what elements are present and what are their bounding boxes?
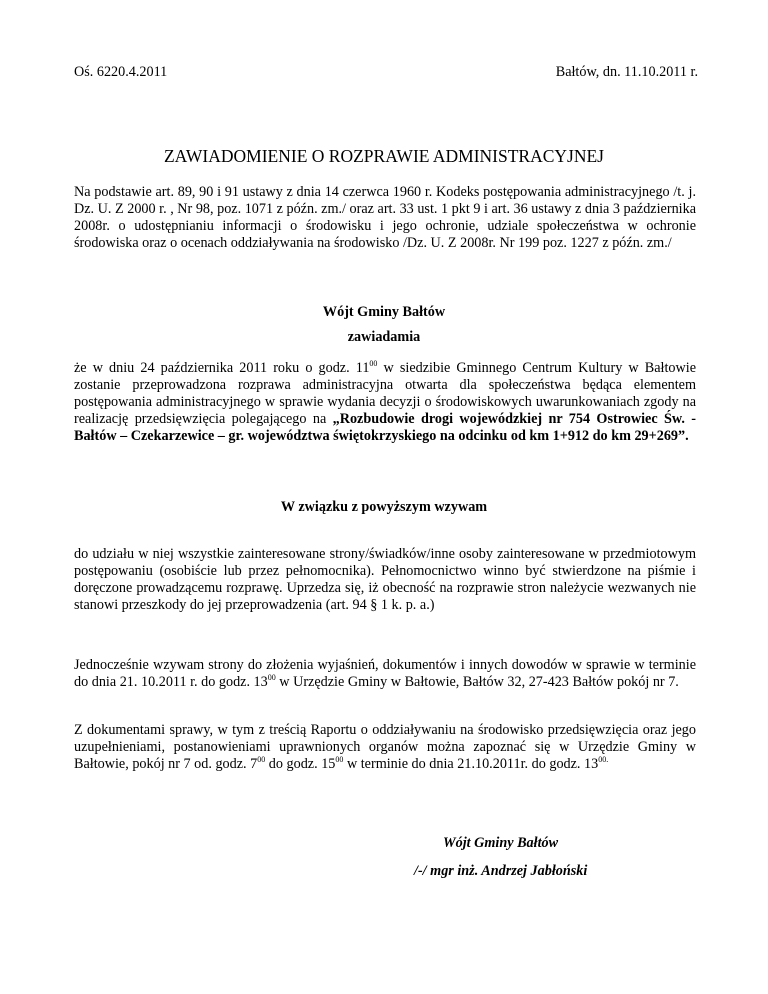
documents-text-1: Z dokumentami sprawy, w tym z treścią Raportu o oddziaływaniu na środowisko przedsięwzięcia oraz jego uzupełnieniami, postanowieniami uprawnionych organów można zapoznać się w Urzędzie Gminy w Bałtowie, pokój nr 7 od. godz. 7 [74,722,696,772]
document-title: ZAWIADOMIENIE O ROZPRAWIE ADMINISTRACYJNEJ [163,146,604,166]
issuer-heading: Wójt Gminy Bałtów [322,304,446,320]
notice-text-1: że w dniu 24 października 2011 roku o godz. 11 [74,360,370,376]
reference-number: Oś. 6220.4.2011 [74,64,168,80]
documents-sup-2: 00 [335,755,344,764]
explanations-text-2: w Urzędzie Gminy w Bałtowie, Bałtów 32, 27-423 Bałtów pokój nr 7. [275,674,679,690]
notice-time-sup: 00 [369,359,378,368]
explanations-text-1: Jednocześnie wzywam strony do złożenia wyjaśnień, dokumentów i innych dowodów w sprawie w terminie do dnia 21. 10.2011 r. do godz. 13 [74,657,696,690]
summons-paragraph: do udziału w niej wszystkie zainteresowane strony/świadków/inne osoby zainteresowane w przedmiotowym postępowaniu (osobiście lub przez pełnomocnika). Pełnomocnictwo winno być stwierdzone na piśmie i doręczone prowadzącemu rozprawę. Uprzedza się, iż obecność na rozprawie stron należycie wezwanych nie stanowi przeszkody do jej przeprowadzenia (art. 94 § 1 k. p. a.) [74,546,696,613]
notice-paragraph [74,360,696,445]
documents-text-2: do godz. 15 [265,756,336,772]
announces-heading: zawiadamia [347,329,421,345]
documents-paragraph [74,722,696,773]
documents-text-3: w terminie do dnia 21.10.2011r. do godz. 13 [343,756,599,772]
notice-text-2: w siedzibie Gminnego Centrum Kultury w Bałtowie zostanie przeprowadzona rozprawa administracyjna otwarta dla społeczeństwa będąca elementem postępowania administracyjnego w sprawie wydania decyzji o środowiskowych uwarunkowaniach zgody na realizację przedsięwzięcia polegającego na [74,360,696,427]
documents-sup-1: 00 [257,755,266,764]
documents-sup-3: 00. [598,755,609,764]
legal-basis-paragraph: Na podstawie art. 89, 90 i 91 ustawy z dnia 14 czerwca 1960 r. Kodeks postępowania administracyjnego /t. j. Dz. U. Z 2000 r. , Nr 98, poz. 1071 z późn. zm./ oraz art. 33 ust. 1 pkt 9 i art. 36 ustawy z dnia 3 października 2008r. o udostępnianiu informacji o środowisku i jego ochronie, udziale społeczeństwa w ochronie środowiska oraz o ocenach oddziaływania na środowisko /Dz. U. Z 2008r. Nr 199 poz. 1227 z późn. zm./ [74,184,696,251]
explanations-sup: 00 [267,673,276,682]
signature-name: /-/ mgr inż. Andrzej Jabłoński [414,863,588,879]
explanations-paragraph [74,657,696,691]
summons-heading: W związku z powyższym wzywam [280,499,488,515]
signature-title: Wójt Gminy Bałtów [443,835,559,851]
place-and-date: Bałtów, dn. 11.10.2011 r. [555,64,698,80]
project-name: „Rozbudowie drogi wojewódzkiej nr 754 Ostrowiec Św. - Bałtów – Czekarzewice – gr. województwa świętokrzyskiego na odcinku od km 1+912 do km 29+269”. [74,411,696,444]
